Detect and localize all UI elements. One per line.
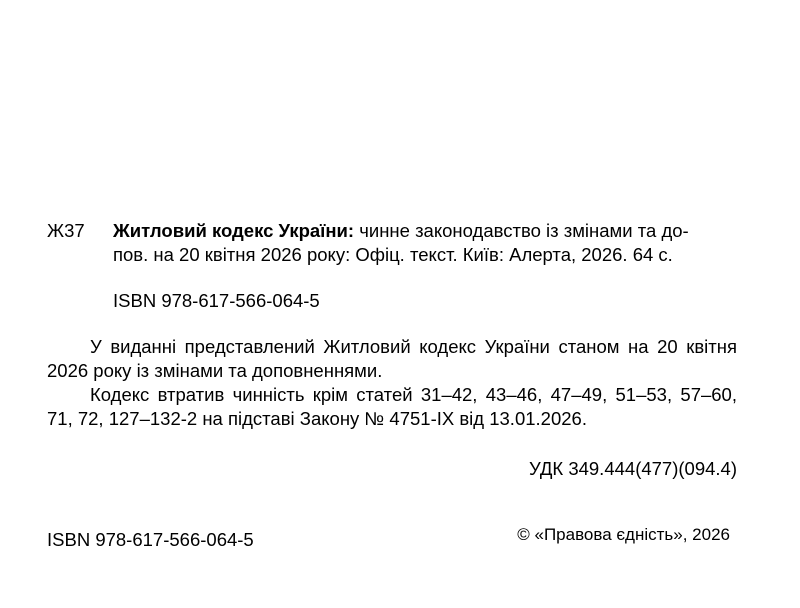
catalog-isbn: ISBN 978-617-566-064-5 [113, 290, 320, 311]
book-title: Житловий кодекс України: [113, 220, 355, 241]
annotation-paragraph-1: У виданні представлений Житловий кодекс України станом на 20 квітня 2026 року із змінами та доповненнями. [47, 336, 737, 381]
book-description-line1: чинне законодавство із змінами та до- [354, 220, 689, 241]
book-description-line2: пов. на 20 квітня 2026 року: Офіц. текст. Київ: Алерта, 2026. 64 с. [113, 244, 673, 265]
copyright-notice: © «Правова єдність», 2026 [517, 525, 730, 544]
bibliographic-entry [113, 219, 735, 267]
annotation [47, 335, 737, 431]
footer-isbn: ISBN 978-617-566-064-5 [47, 529, 254, 550]
udk-code: УДК 349.444(477)(094.4) [528, 458, 737, 479]
catalog-code: Ж37 [47, 220, 85, 241]
annotation-paragraph-2: Кодекс втратив чинність крім статей 31–42, 43–46, 47–49, 51–53, 57–60, 71, 72, 127–132-2 на підставі Закону № 4751-IX від 13.01.2026. [47, 384, 737, 429]
